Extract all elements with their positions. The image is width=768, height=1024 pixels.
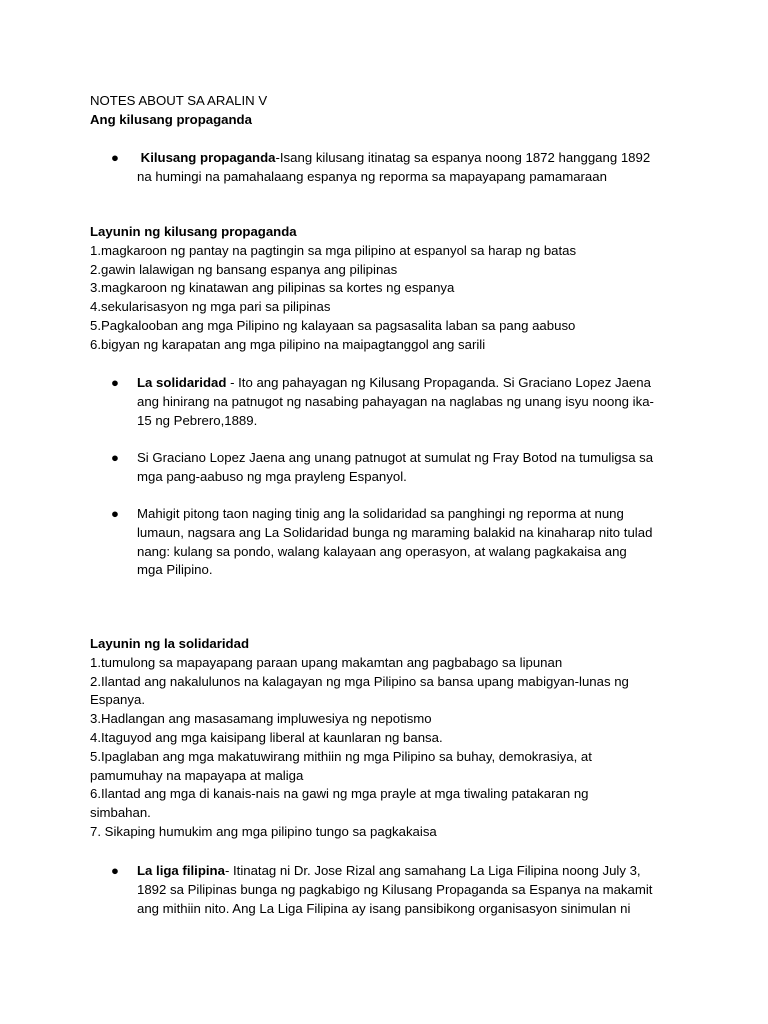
list-item: 1.tumulong sa mapayapang paraan upang makamtan ang pagbabago sa lipunan [90,654,563,670]
bullet-line: na humingi na pamahalaang espanya ng reporma sa mapayapang pamamaraan [137,168,607,184]
bullet-text [137,862,697,918]
list-item: 3.Hadlangan ang masasamang impluwesiya ng nepotismo [90,711,432,727]
bullet-line: mga pang-aabuso ng mga prayleng Espanyol. [137,468,407,484]
list-item: 3.magkaroon ng kinatawan ang pilipinas sa kortes ng espanya [90,280,455,296]
bullet-line: mga Pilipino. [137,562,213,578]
bullet-icon: ● [111,150,119,165]
bullet-line: - Ito ang pahayagan ng Kilusang Propaganda. Si Graciano Lopez Jaena [226,375,651,390]
list-item: 4.Itaguyod ang mga kaisipang liberal at kaunlaran ng bansa. [90,729,443,745]
bullet-term: La solidaridad [137,375,227,390]
bullet-line: - Itinatag ni Dr. Jose Rizal ang samahang La Liga Filipina noong July 3, [224,863,641,878]
list-item: 4.sekularisasyon ng mga pari sa pilipinas [90,299,331,315]
bullet-line: ang hinirang na patnugot ng nasabing pahayagan na naglabas ng unang isyu noong ika- [137,393,654,409]
bullet-icon: ● [111,450,119,465]
bullet-term: La liga filipina [137,863,225,878]
bullet-icon: ● [111,506,119,521]
list-item: Espanya. [90,692,145,708]
bullet-line: lumaun, nagsara ang La Solidaridad bunga ng maraming balakid na kinaharap nito tulad [137,524,653,540]
bullet-line: 1892 sa Pilipinas bunga ng pagkabigo ng Kilusang Propaganda sa Espanya na makamit [137,881,653,897]
bullet-text [137,449,697,487]
list-item: 7. Sikaping humukim ang mga pilipino tungo sa pagkakaisa [90,823,437,839]
bullet-icon: ● [111,863,119,878]
bullet-line: 15 ng Pebrero,1889. [137,412,258,428]
list-item: 5.Pagkalooban ang mga Pilipino ng kalayaan sa pagsasalita laban sa pang aabuso [90,317,576,333]
bullet-term: Kilusang propaganda [140,150,276,165]
list-item: 1.magkaroon ng pantay na pagtingin sa mga pilipino at espanyol sa harap ng batas [90,242,577,258]
list-item: pamumuhay na mapayapa at maliga [90,767,304,783]
document-title: NOTES ABOUT SA ARALIN V [90,93,268,108]
bullet-line: Mahigit pitong taon naging tinig ang la solidaridad sa panghingi ng reporma at nung [137,506,624,521]
section-layunin-la-solidaridad [90,635,690,842]
section-heading: Layunin ng kilusang propaganda [90,224,297,239]
bullet-icon: ● [111,375,119,390]
bullet-text [137,505,697,580]
list-item: 5.Ipaglaban ang mga makatuwirang mithiin ng mga Pilipino sa buhay, demokrasiya, at [90,748,592,764]
bullet-line: ang mithiin nito. Ang La Liga Filipina ay isang pansibikong organisasyon sinimulan ni [137,900,631,916]
list-item: 6.Ilantad ang mga di kanais-nais na gawi ng mga prayle at mga tiwaling patakaran ng [90,786,589,802]
document-header [90,92,690,130]
list-item: 2.gawin lalawigan ng bansang espanya ang pilipinas [90,261,398,277]
section-heading: Layunin ng la solidaridad [90,636,250,651]
document-subtitle: Ang kilusang propaganda [90,111,252,127]
list-item: 2.Ilantad ang nakalulunos na kalagayan ng mga Pilipino sa bansa upang mabigyan-lunas ng [90,673,629,689]
list-item: simbahan. [90,805,151,821]
section-layunin-kilusang-propaganda [90,223,690,355]
bullet-line: -Isang kilusang itinatag sa espanya noong 1872 hanggang 1892 [275,150,651,165]
bullet-line: nang: kulang sa pondo, walang kalayaan ang operasyon, at walang pagkakaisa ang [137,543,627,559]
bullet-text [137,374,697,430]
bullet-line: Si Graciano Lopez Jaena ang unang patnugot at sumulat ng Fray Botod na tumuligsa sa [137,450,654,465]
list-item: 6.bigyan ng karapatan ang mga pilipino na maipagtanggol ang sarili [90,336,486,352]
bullet-text [137,149,697,187]
